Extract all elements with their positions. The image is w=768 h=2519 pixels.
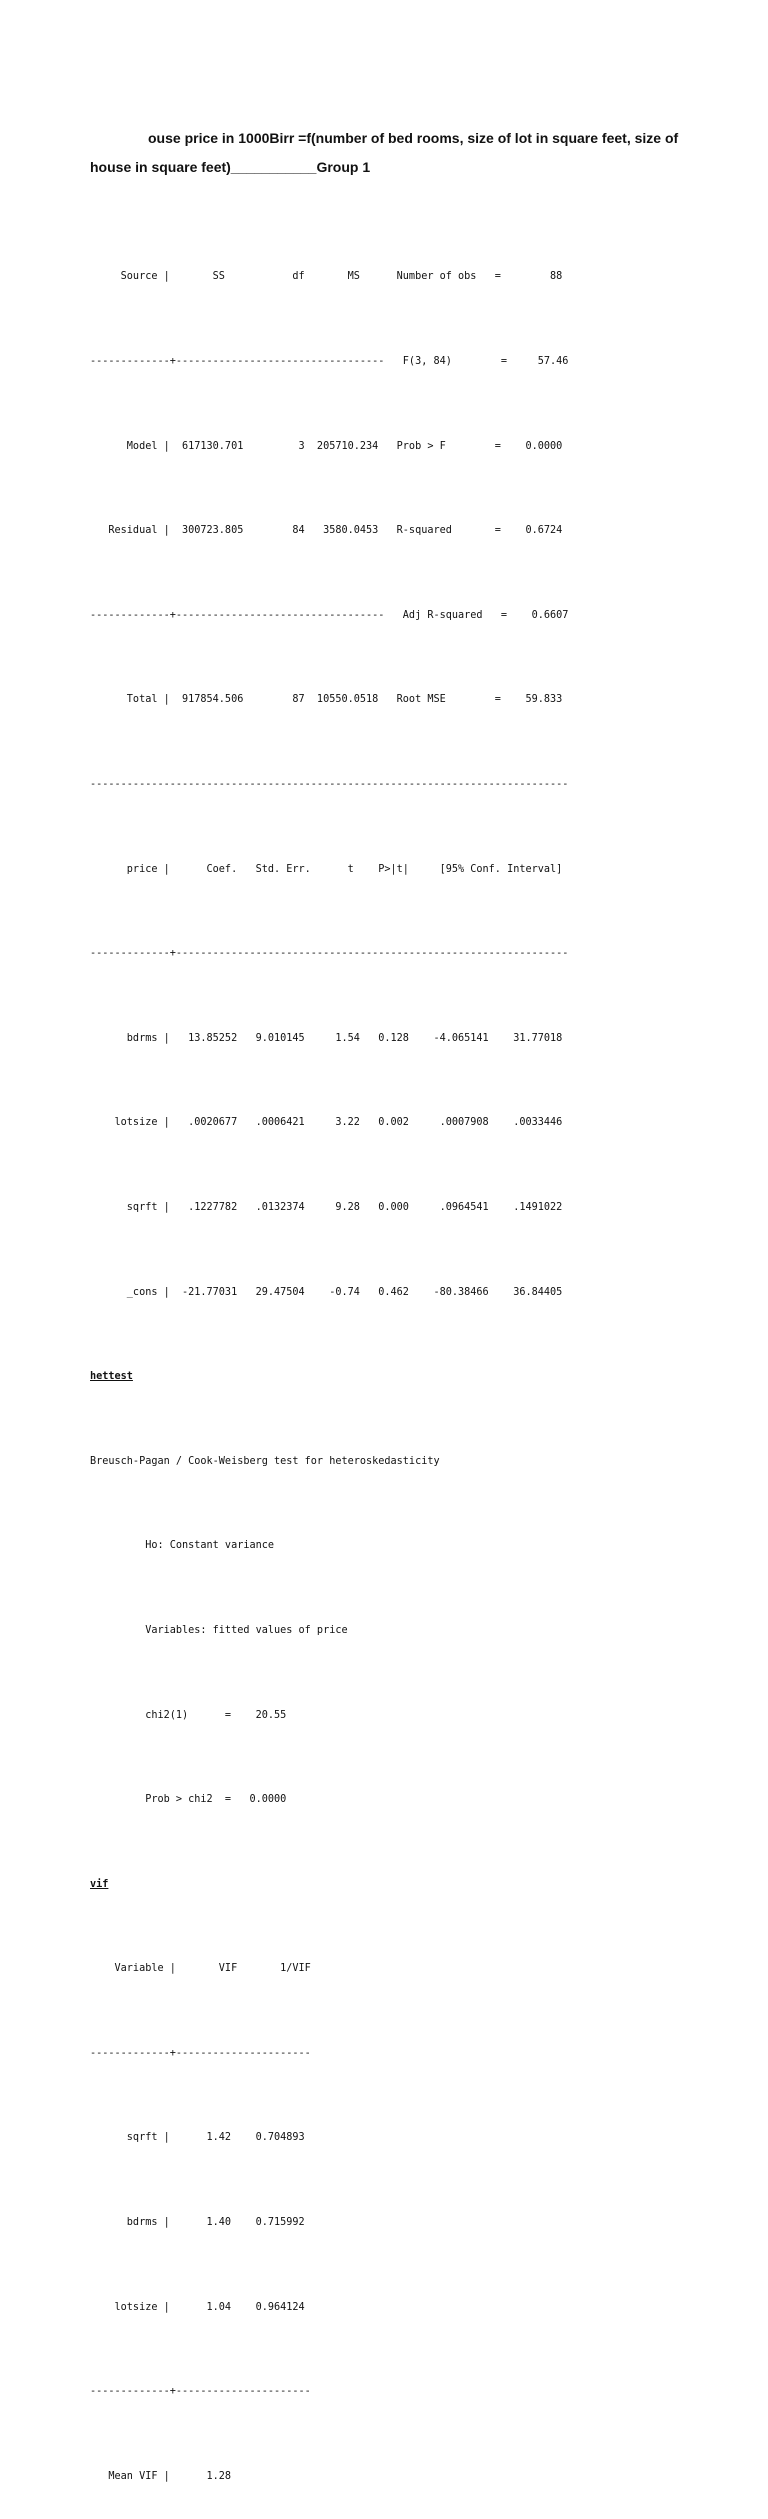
hettest-line: chi2(1) = 20.55	[90, 1709, 287, 1721]
hettest-command: hettest	[90, 1371, 133, 1383]
hettest-line: Breusch-Pagan / Cook-Weisberg test for heteroskedasticity	[90, 1455, 440, 1467]
regression-line: -------------+---------------------------------- Adj R-squared = 0.6607	[90, 609, 569, 621]
vif-command: vif	[90, 1878, 109, 1890]
hettest-line: Variables: fitted values of price	[90, 1624, 348, 1636]
regression-line: price | Coef. Std. Err. t P>|t| [95% Conf. Interval]	[90, 863, 563, 875]
vif-line: Mean VIF | 1.28	[90, 2470, 232, 2482]
regression-line: Total | 917854.506 87 10550.0518 Root MSE = 59.833	[90, 694, 563, 706]
regression-line: _cons | -21.77031 29.47504 -0.74 0.462 -80.38466 36.84405	[90, 1286, 563, 1298]
vif-line: lotsize | 1.04 0.964124	[90, 2301, 305, 2313]
vif-line: Variable | VIF 1/VIF	[90, 1963, 311, 1975]
hettest-line: Prob > chi2 = 0.0000	[90, 1794, 287, 1806]
heading-line-1: ouse price in 1000Birr =f(number of bed rooms, size of lot in square feet, size of	[148, 130, 679, 146]
regression-line: -------------+----------------------------------------------------------------	[90, 948, 569, 960]
vif-line: -------------+----------------------	[90, 2047, 311, 2059]
heading-line-2: house in square feet)___________Group 1	[90, 159, 371, 175]
regression-line: sqrft | .1227782 .0132374 9.28 0.000 .0964541 .1491022	[90, 1201, 563, 1213]
regression-line: Residual | 300723.805 84 3580.0453 R-squared = 0.6724	[90, 525, 563, 537]
regression-line: Source | SS df MS Number of obs = 88	[90, 271, 563, 283]
vif-line: sqrft | 1.42 0.704893	[90, 2132, 305, 2144]
regression-line: -------------+---------------------------------- F(3, 84) = 57.46	[90, 356, 569, 367]
regression-line: lotsize | .0020677 .0006421 3.22 0.002 .0007908 .0033446	[90, 1117, 563, 1129]
vif-line: -------------+----------------------	[90, 2386, 311, 2398]
regression-line: bdrms | 13.85252 9.010145 1.54 0.128 -4.065141 31.77018	[90, 1032, 563, 1044]
regression-output	[90, 207, 568, 2519]
vif-line: bdrms | 1.40 0.715992	[90, 2217, 305, 2229]
regression-line: ------------------------------------------------------------------------------	[90, 778, 569, 790]
regression-line: Model | 617130.701 3 205710.234 Prob > F = 0.0000	[90, 440, 563, 452]
hettest-line: Ho: Constant variance	[90, 1540, 275, 1552]
